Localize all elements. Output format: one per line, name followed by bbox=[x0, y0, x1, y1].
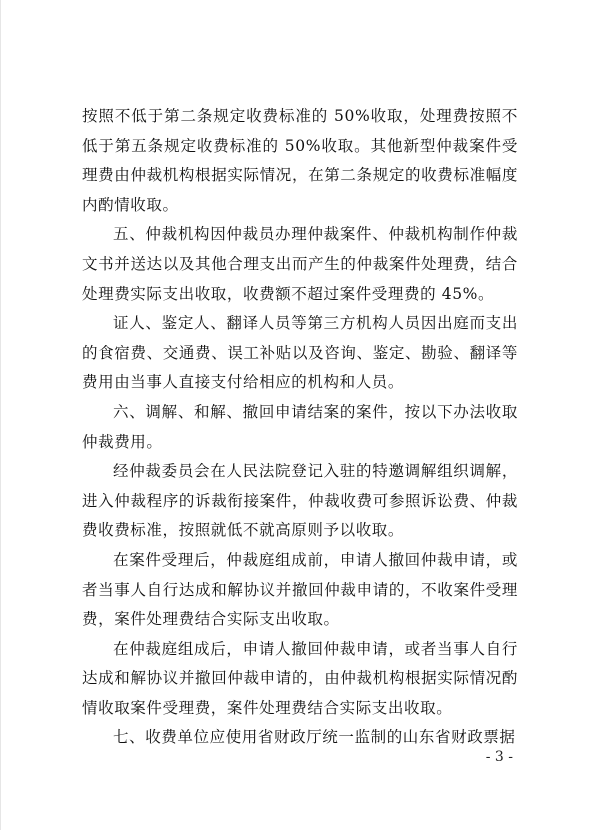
paragraph-item-7: 七、收费单位应使用省财政厅统一监制的山东省财政票据 bbox=[113, 728, 516, 747]
paragraph-item-6: 六、调解、和解、撤回申请结案的案件，按以下办法收取仲裁费用。 bbox=[82, 402, 518, 451]
paragraph-item-5: 五、仲裁机构因仲裁员办理仲裁案件、仲裁机构制作仲裁文书并送达以及其他合理支出而产生的仲裁案件处理费，结合处理费实际支出收取，收费额不超过案件受理费的 45%。 bbox=[82, 225, 518, 303]
body-text bbox=[82, 102, 518, 753]
paragraph-mediation: 经仲裁委员会在人民法院登记入驻的特邀调解组织调解，进入仲裁程序的诉裁衔接案件，仲裁收费可参照诉讼费、仲裁费收费标准，按照就低不就高原则予以收取。 bbox=[82, 462, 518, 540]
page-number: - 3 - bbox=[485, 749, 513, 765]
paragraph-third-party-fees: 证人、鉴定人、翻译人员等第三方机构人员因出庭而支出的食宿费、交通费、误工补贴以及咨询、鉴定、勘验、翻译等费用由当事人直接支付给相应的机构和人员。 bbox=[82, 314, 518, 392]
paragraph-withdrawal-before-tribunal: 在案件受理后，仲裁庭组成前，申请人撤回仲裁申请，或者当事人自行达成和解协议并撤回仲裁申请的，不收案件受理费，案件处理费结合实际支出收取。 bbox=[82, 550, 518, 629]
paragraph-withdrawal-after-tribunal: 在仲裁庭组成后，申请人撤回仲裁申请，或者当事人自行达成和解协议并撤回仲裁申请的，由仲裁机构根据实际情况酌情收取案件受理费，案件处理费结合实际支出收取。 bbox=[82, 639, 518, 717]
paragraph-continuation: 按照不低于第二条规定收费标准的 50%收取，处理费按照不低于第五条规定收费标准的 50%收取。其他新型仲裁案件受理费由仲裁机构根据实际情况，在第二条规定的收费标准幅度内酌情收取。 bbox=[82, 107, 518, 214]
